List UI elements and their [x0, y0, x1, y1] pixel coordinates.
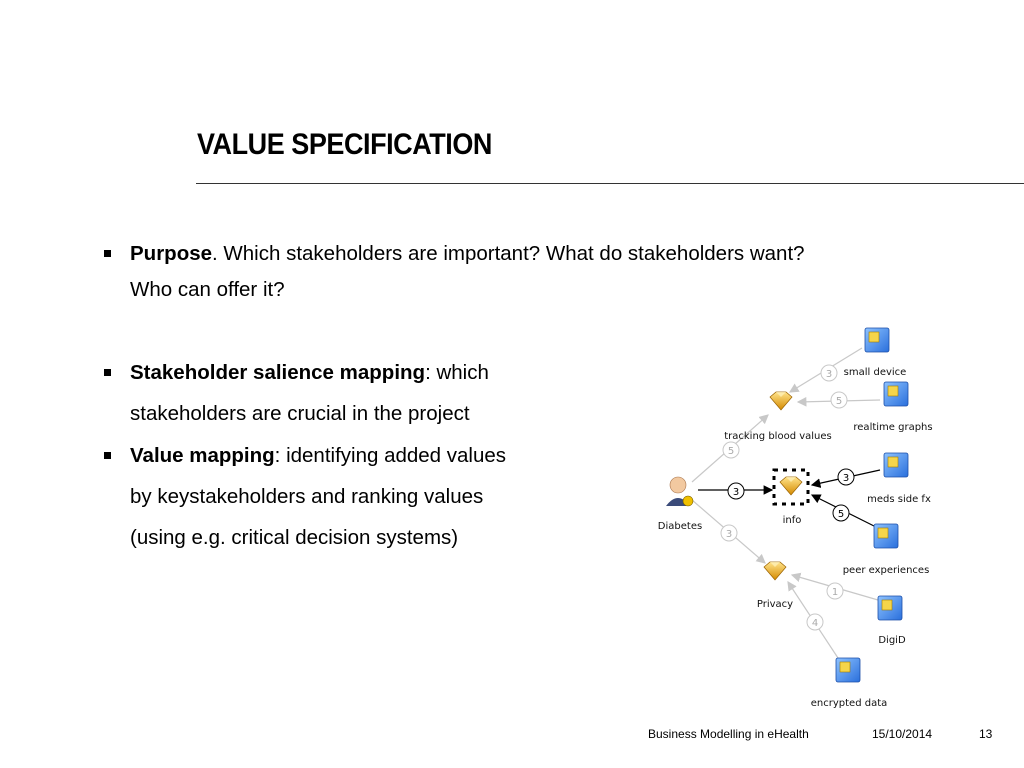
- footer-date: 15/10/2014: [872, 727, 933, 741]
- edge-weight-badges: [721, 365, 854, 630]
- node-realtime-graphs[interactable]: [853, 382, 932, 433]
- node-label: DigiD: [878, 635, 906, 646]
- cube-icon: [874, 524, 898, 548]
- node-label: encrypted data: [810, 698, 888, 709]
- user-icon: [666, 477, 693, 506]
- node-meds-side-fx[interactable]: [867, 453, 931, 505]
- weight-value: 3: [725, 529, 733, 540]
- node-label: realtime graphs: [853, 422, 933, 433]
- bullet-purpose-line1: [130, 242, 805, 266]
- weight-badge: [838, 469, 854, 485]
- node-label: Privacy: [756, 599, 794, 610]
- bullet-marker: [104, 369, 111, 376]
- weight-badge: [821, 365, 837, 381]
- bullet-value-text: : identifying added values: [274, 444, 507, 467]
- weight-badge: [831, 392, 847, 408]
- node-label: Diabetes: [657, 521, 703, 532]
- node-encrypted-data[interactable]: [811, 658, 888, 709]
- value-network-diagram: [640, 310, 940, 710]
- weight-badge: [827, 583, 843, 599]
- cube-icon: [884, 382, 908, 406]
- cube-icon: [865, 328, 889, 352]
- bullet-salience-text: : which: [425, 361, 489, 384]
- cube-icon: [836, 658, 860, 682]
- node-label: small device: [843, 367, 907, 378]
- bullet-salience-line2: stakeholders are crucial in the project: [130, 402, 470, 425]
- bullet-value-term: Value mapping: [130, 444, 275, 467]
- slide-title: VALUE SPECIFICATION: [197, 128, 492, 161]
- node-label: tracking blood values: [724, 431, 832, 442]
- bullet-value-line2: by keystakeholders and ranking values: [130, 485, 484, 508]
- bullet-marker: [104, 452, 111, 459]
- node-digid[interactable]: [878, 596, 906, 646]
- node-diabetes[interactable]: [658, 477, 702, 532]
- node-label: peer experiences: [842, 565, 930, 576]
- weight-badge: [723, 442, 739, 458]
- weight-value: 5: [727, 446, 735, 457]
- node-peer-experiences[interactable]: [843, 524, 930, 576]
- weight-badge: [833, 505, 849, 521]
- bullet-marker: [104, 250, 111, 257]
- weight-value: 4: [811, 618, 819, 629]
- footer-page-number: 13: [979, 727, 993, 741]
- bullet-purpose-text: . Which stakeholders are important? What do stakeholders want?: [212, 242, 805, 265]
- bullet-salience-line1: [130, 361, 489, 385]
- weight-value: 3: [825, 369, 833, 380]
- gem-icon: [780, 477, 802, 495]
- weight-value: 3: [842, 473, 850, 484]
- bullet-value-line1: [130, 444, 506, 468]
- cube-icon: [878, 596, 902, 620]
- footer-course: Business Modelling in eHealth: [648, 727, 809, 741]
- cube-icon: [884, 453, 908, 477]
- bullet-purpose-term: Purpose: [130, 242, 213, 265]
- weight-value: 5: [835, 396, 843, 407]
- gem-icon: [770, 392, 792, 410]
- weight-value: 3: [732, 487, 740, 498]
- node-label: meds side fx: [867, 494, 931, 505]
- weight-badge: [721, 525, 737, 541]
- node-info[interactable]: [774, 470, 808, 526]
- title-divider: [196, 183, 1024, 184]
- bullet-purpose-line2: Who can offer it?: [130, 278, 285, 301]
- gem-icon: [764, 562, 786, 580]
- weight-badge: [807, 614, 823, 630]
- weight-value: 5: [837, 509, 845, 520]
- node-tracking-blood-values[interactable]: [724, 392, 832, 442]
- node-label: info: [782, 515, 802, 526]
- weight-value: 1: [831, 587, 839, 598]
- bullet-salience-term: Stakeholder salience mapping: [130, 361, 426, 384]
- node-privacy[interactable]: [757, 562, 793, 610]
- bullet-value-line3: (using e.g. critical decision systems): [130, 526, 459, 549]
- weight-badge: [728, 483, 744, 499]
